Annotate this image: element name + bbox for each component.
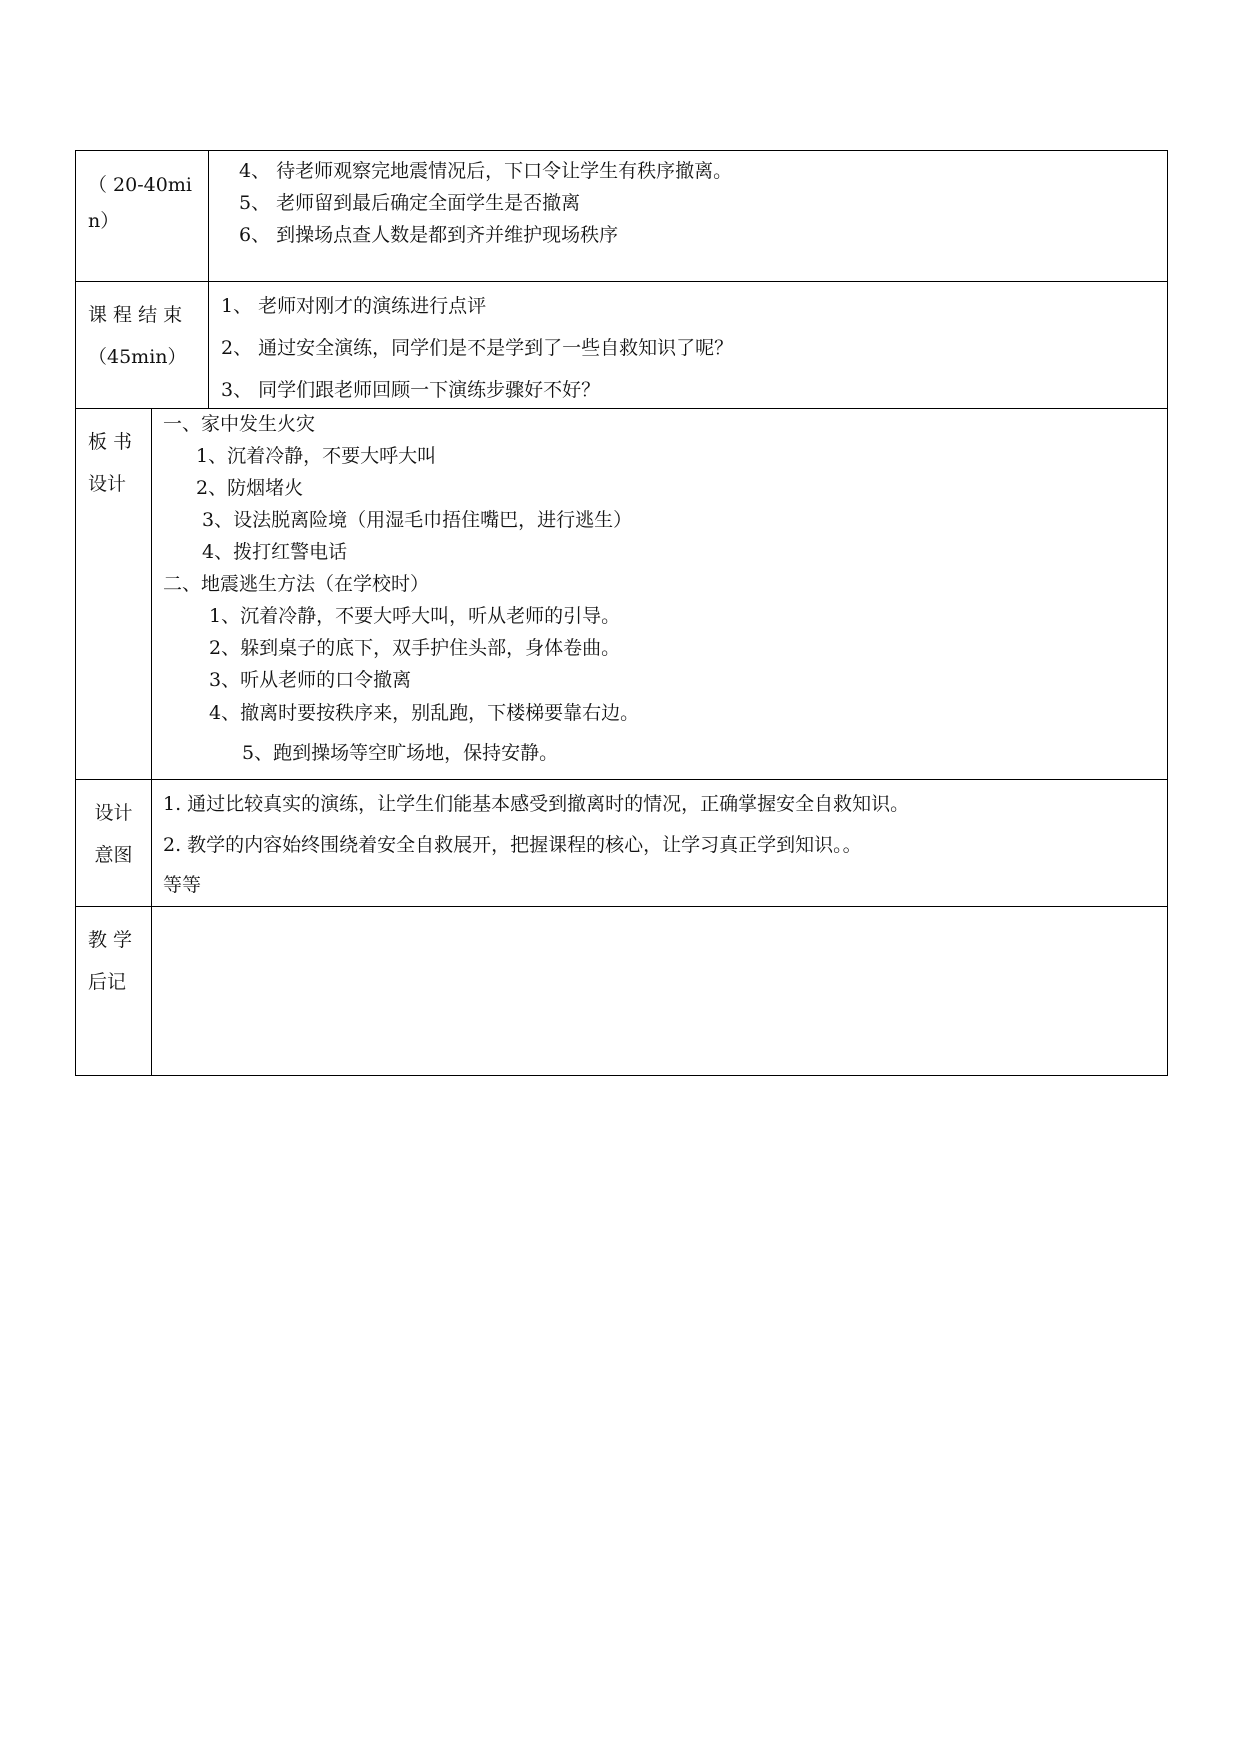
lesson-plan-table bbox=[75, 150, 1168, 1076]
label-line: n） bbox=[88, 210, 120, 232]
section-heading: 二、地震逃生方法（在学校时） bbox=[163, 573, 430, 595]
list-item: 2. 教学的内容始终围绕着安全自救展开，把握课程的核心，让学习真正学到知识。。 bbox=[163, 834, 862, 856]
list-item: 4、 待老师观察完地震情况后，下口令让学生有秩序撤离。 bbox=[239, 160, 733, 182]
label-line: （45min） bbox=[88, 346, 187, 368]
label-line: 后记 bbox=[88, 971, 127, 993]
list-item: 4、拨打红警电话 bbox=[202, 541, 348, 563]
row-label bbox=[76, 907, 152, 1075]
row-content bbox=[152, 780, 1167, 906]
row-content-empty bbox=[152, 907, 1167, 1075]
list-item: 2、躲到桌子的底下，双手护住头部，身体卷曲。 bbox=[209, 637, 621, 659]
row-label bbox=[76, 409, 152, 779]
row-label bbox=[76, 780, 152, 906]
list-item: 1、 老师对刚才的演练进行点评 bbox=[221, 295, 487, 317]
list-item: 4、撤离时要按秩序来，别乱跑，下楼梯要靠右边。 bbox=[209, 702, 640, 724]
label-line: 课 程 结 束 bbox=[88, 304, 183, 326]
row-label bbox=[76, 151, 209, 281]
label-line: 板 书 bbox=[88, 431, 133, 453]
list-item: 1. 通过比较真实的演练，让学生们能基本感受到撤离时的情况，正确掌握安全自救知识。 bbox=[163, 793, 910, 815]
list-item: 3、听从老师的口令撤离 bbox=[209, 669, 412, 691]
row-label bbox=[76, 282, 209, 408]
row-content bbox=[209, 282, 1167, 408]
list-item: 3、设法脱离险境（用湿毛巾捂住嘴巴，进行逃生） bbox=[202, 509, 633, 531]
list-item: 6、 到操场点查人数是都到齐并维护现场秩序 bbox=[239, 224, 619, 246]
row-content bbox=[209, 151, 1167, 281]
row-teaching-notes bbox=[75, 907, 1168, 1076]
list-item: 5、 老师留到最后确定全面学生是否撤离 bbox=[239, 192, 581, 214]
list-item: 1、沉着冷静，不要大呼大叫，听从老师的引导。 bbox=[209, 605, 621, 627]
list-item: 1、沉着冷静，不要大呼大叫 bbox=[196, 445, 437, 467]
row-course-end bbox=[75, 282, 1168, 409]
section-heading: 一、家中发生火灾 bbox=[163, 413, 316, 435]
label-line: 教 学 bbox=[88, 929, 133, 951]
row-content bbox=[152, 409, 1167, 779]
list-item: 2、防烟堵火 bbox=[196, 477, 304, 499]
list-item: 2、 通过安全演练，同学们是不是学到了一些自救知识了呢？ bbox=[221, 337, 734, 359]
label-line: 设计 bbox=[88, 473, 127, 495]
list-item: 3、 同学们跟老师回顾一下演练步骤好不好？ bbox=[221, 379, 601, 401]
list-item: 5、跑到操场等空旷场地，保持安静。 bbox=[242, 742, 559, 764]
list-item: 等等 bbox=[163, 874, 202, 896]
label-line: （ 20-40mi bbox=[88, 174, 192, 196]
label-line: 意图 bbox=[94, 844, 133, 866]
row-blackboard-design bbox=[75, 409, 1168, 780]
row-evacuation-steps bbox=[75, 150, 1168, 282]
row-design-intent bbox=[75, 780, 1168, 907]
label-line: 设计 bbox=[94, 802, 133, 824]
